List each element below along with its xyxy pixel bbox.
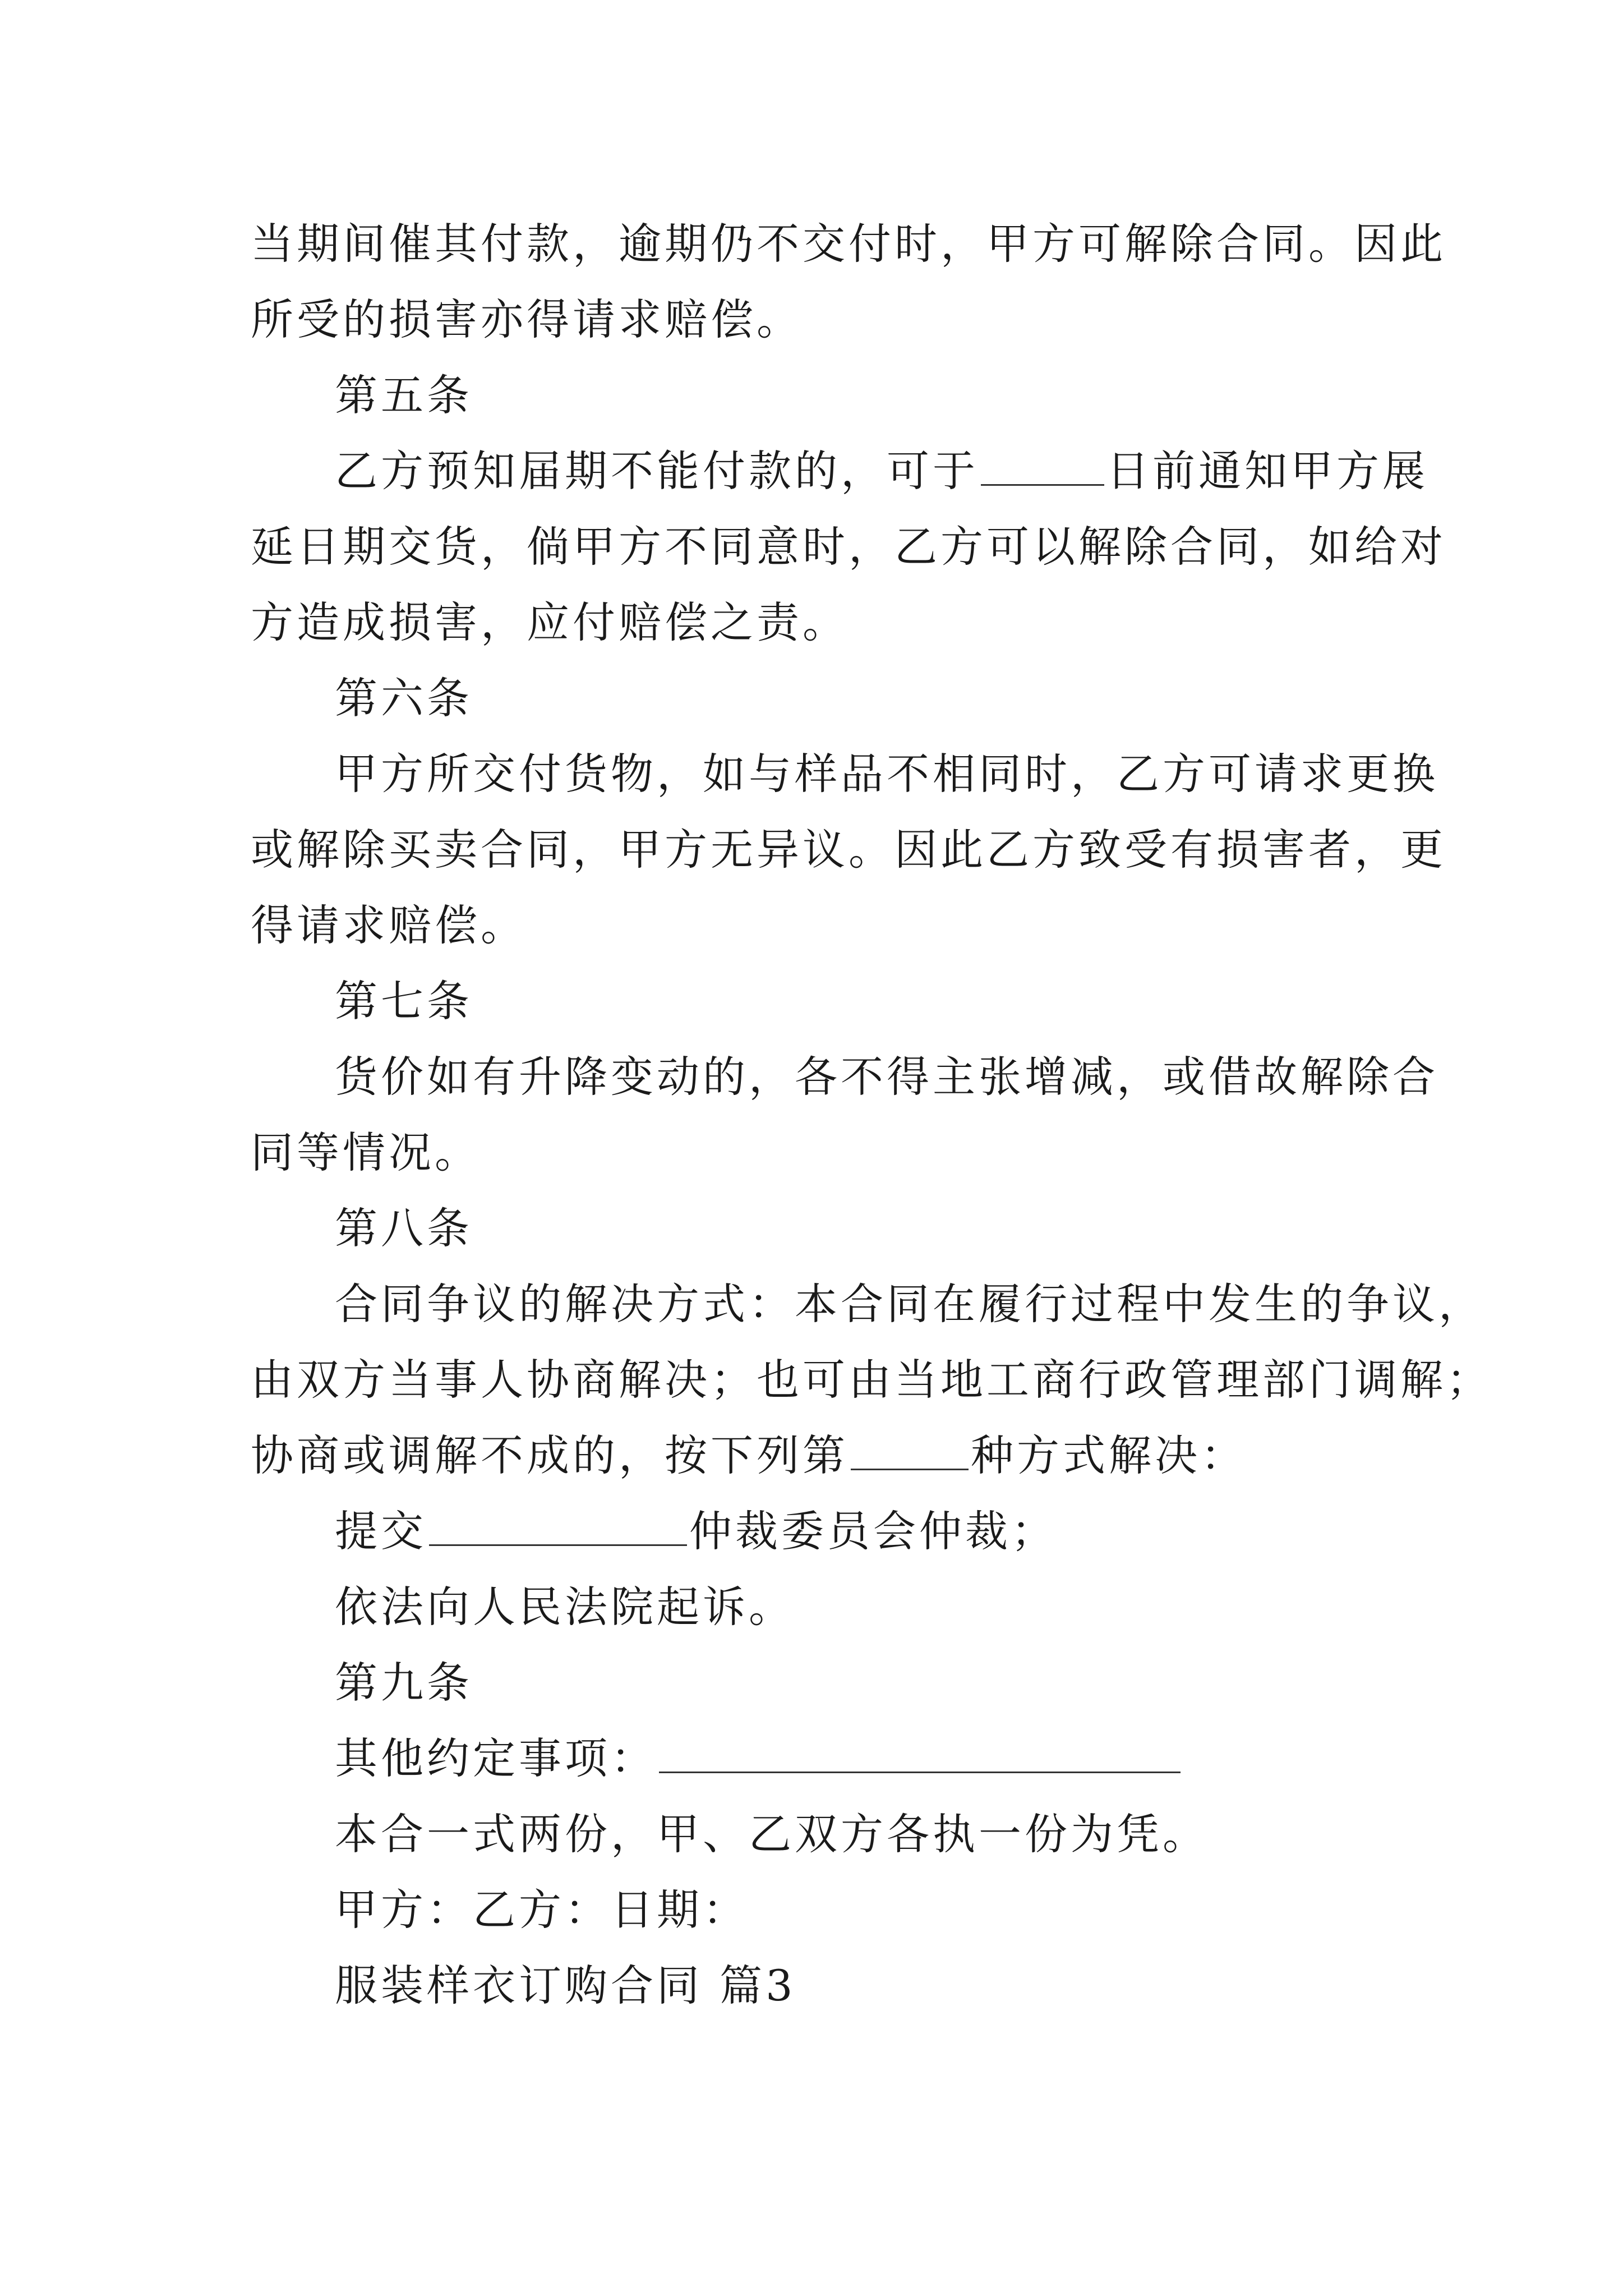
- fill-blank: [851, 1429, 969, 1470]
- paragraph-line: 合同争议的解决方式：本合同在履行过程中发生的争议，: [335, 1279, 1484, 1329]
- paragraph-line: 所受的损害亦得请求赔偿。: [251, 295, 803, 344]
- paragraph-line: 依法向人民法院起诉。: [335, 1582, 795, 1632]
- article-heading-6: 第六条: [335, 673, 473, 723]
- paragraph-line: 方造成损害，应付赔偿之责。: [251, 597, 849, 647]
- paragraph-line: 货价如有升降变动的，各不得主张增减，或借故解除合: [335, 1052, 1438, 1102]
- text-segment: 提交: [335, 1506, 427, 1556]
- article-heading-9: 第九条: [335, 1658, 473, 1708]
- fill-blank: [659, 1732, 1181, 1773]
- text-segment: 其他约定事项：: [335, 1733, 657, 1783]
- paragraph-line: 由双方当事人协商解决；也可由当地工商行政管理部门调解；: [251, 1355, 1492, 1405]
- article-heading-5: 第五条: [335, 370, 473, 420]
- text-segment: 乙方预知届期不能付款的，可于: [335, 446, 979, 496]
- article-heading-8: 第八条: [335, 1203, 473, 1253]
- paragraph-line: [335, 1503, 1057, 1559]
- paragraph-line: 得请求赔偿。: [251, 900, 527, 950]
- paragraph-line: 当期间催其付款，逾期仍不交付时，甲方可解除合同。因此: [251, 219, 1446, 269]
- paragraph-line: [335, 1731, 1183, 1787]
- paragraph-line: [335, 443, 1428, 499]
- paragraph-line: [251, 1428, 1247, 1484]
- paragraph-line: 本合一式两份，甲、乙双方各执一份为凭。: [335, 1809, 1209, 1859]
- text-segment: 日前通知甲方展: [1106, 446, 1428, 496]
- paragraph-line: 甲方所交付货物，如与样品不相同时，乙方可请求更换: [335, 749, 1438, 799]
- section-title: 服装样衣订购合同 篇3: [335, 1961, 796, 2010]
- text-segment: 协商或调解不成的，按下列第: [251, 1430, 849, 1480]
- paragraph-line: 或解除买卖合同，甲方无异议。因此乙方致受有损害者，更: [251, 825, 1446, 875]
- fill-blank: [429, 1505, 687, 1546]
- text-segment: 种方式解决：: [971, 1430, 1247, 1480]
- text-segment: 仲裁委员会仲裁；: [689, 1506, 1057, 1556]
- paragraph-line: 同等情况。: [251, 1128, 481, 1177]
- article-heading-7: 第七条: [335, 976, 473, 1026]
- signature-line: 甲方：乙方：日期：: [335, 1885, 749, 1935]
- fill-blank: [981, 445, 1104, 486]
- paragraph-line: 延日期交货，倘甲方不同意时，乙方可以解除合同，如给对: [251, 522, 1446, 572]
